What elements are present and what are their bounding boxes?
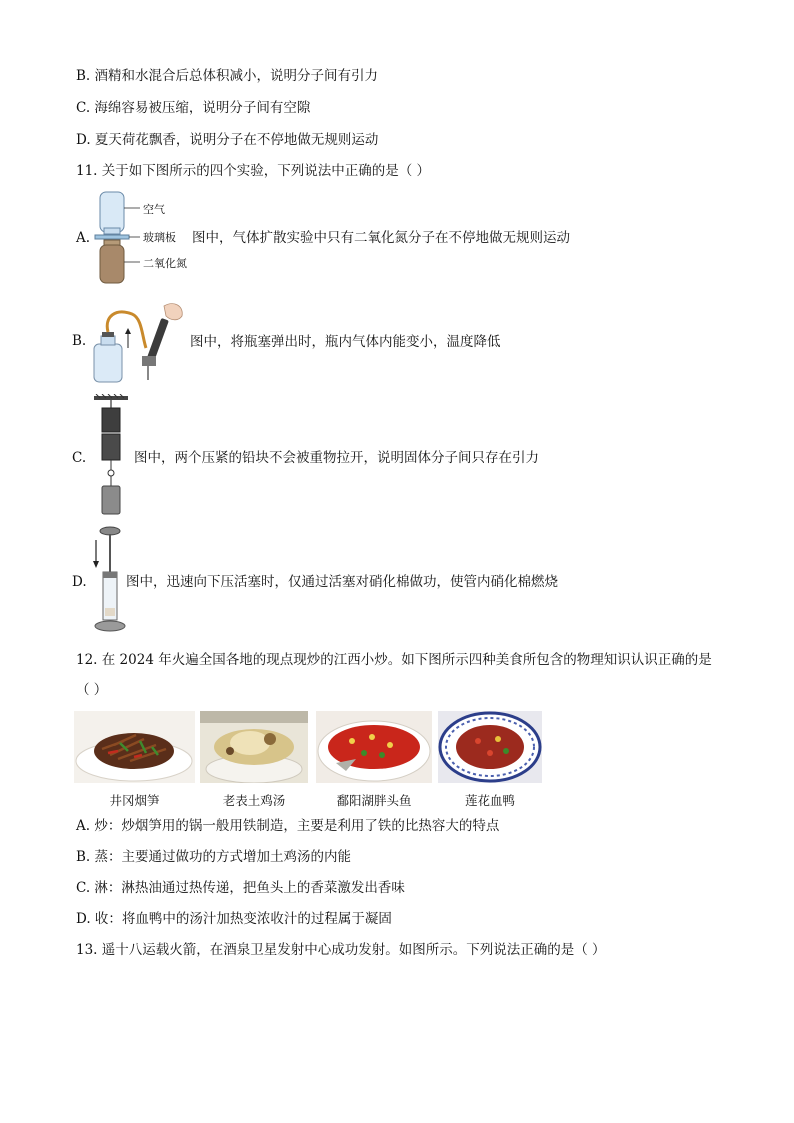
- label-nitrogen-dioxide: 二氧化氮: [143, 257, 187, 270]
- q11-c-text: 图中，两个压紧的铅块不会被重物拉开，说明固体分子间只存在引力: [134, 450, 539, 466]
- dish-photo-smoked-bamboo-shoots: [74, 711, 195, 783]
- pump-bottle-figure: [90, 296, 186, 386]
- dish-caption-2: 老表土鸡汤: [222, 793, 286, 808]
- dish-caption-1: 井冈烟笋: [109, 793, 160, 808]
- q11-b-text: 图中，将瓶塞弹出时，瓶内气体内能变小，温度降低: [190, 334, 501, 350]
- q12-option-a: A. 炒：炒烟笋用的锅一般用铁制造，主要是利用了铁的比热容大的特点: [76, 818, 500, 834]
- q11-c-letter: C.: [72, 450, 87, 466]
- piston-cylinder-figure: [90, 526, 126, 634]
- dish-photo-chicken-soup: [200, 711, 308, 783]
- q12-option-b: B. 蒸：主要通过做功的方式增加土鸡汤的内能: [76, 849, 352, 865]
- q12-option-d: D. 收：将血鸭中的汤汁加热变浓收汁的过程属于凝固: [76, 911, 392, 927]
- dish-caption-4: 莲花血鸭: [464, 793, 515, 808]
- q12-stem-paren: （ ）: [76, 682, 108, 698]
- label-glass-plate: 玻璃板: [143, 231, 176, 244]
- lead-blocks-figure: [90, 394, 134, 518]
- q11-stem: 11. 关于如下图所示的四个实验，下列说法中正确的是（ ）: [76, 163, 431, 179]
- q12-option-c: C. 淋：淋热油通过热传递，把鱼头上的香菜激发出香味: [76, 880, 405, 896]
- q11-b-letter: B.: [72, 333, 87, 349]
- q10-option-c: C. 海绵容易被压缩，说明分子间有空隙: [76, 100, 311, 116]
- q11-a-text: 图中，气体扩散实验中只有二氧化氮分子在不停地做无规则运动: [192, 230, 570, 246]
- q11-a-letter: A.: [76, 230, 91, 246]
- q10-option-d: D. 夏天荷花飘香，说明分子在不停地做无规则运动: [76, 132, 379, 148]
- q12-stem: 12. 在 2024 年火遍全国各地的现点现炒的江西小炒。如下图所示四种美食所包含的物理知识认识正确的是: [76, 652, 712, 668]
- label-air: 空气: [143, 203, 165, 216]
- q11-d-letter: D.: [72, 574, 87, 590]
- dish-caption-3: 鄱阳湖胖头鱼: [336, 793, 412, 808]
- q13-stem: 13. 遥十八运载火箭，在酒泉卫星发射中心成功发射。如图所示。下列说法正确的是（ ）: [76, 942, 606, 958]
- q11-d-text: 图中，迅速向下压活塞时，仅通过活塞对硝化棉做功，使管内硝化棉燃烧: [126, 574, 558, 590]
- dish-photo-fish-head: [316, 711, 432, 783]
- q10-option-b: B. 酒精和水混合后总体积减小，说明分子间有引力: [76, 68, 379, 84]
- dish-photo-blood-duck: [438, 711, 542, 783]
